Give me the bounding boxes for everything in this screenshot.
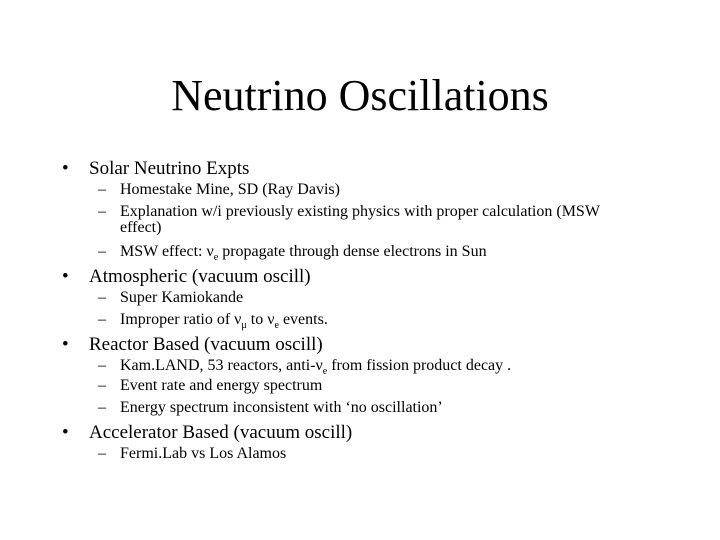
dash-glyph: – <box>98 399 106 416</box>
dash-glyph: – <box>98 243 106 260</box>
bullet-label: Accelerator Based (vacuum oscill) <box>89 422 353 443</box>
subscript: μ <box>241 320 247 332</box>
dash-glyph: – <box>98 445 106 462</box>
sub-item-label-pre: Kam.LAND, 53 reactors, anti-ν <box>120 357 323 374</box>
dash-glyph: – <box>98 357 106 374</box>
sub-item <box>98 357 512 378</box>
sub-item-label-post: from fission product decay . <box>327 357 512 374</box>
sub-item <box>98 181 340 199</box>
sub-item-label: Explanation w/i previously existing physics with proper calculation (MSW <box>120 203 600 220</box>
sub-item-label: Super Kamiokande <box>120 289 244 306</box>
sub-item-label: Homestake Mine, SD (Ray Davis) <box>120 181 340 198</box>
bullet-glyph: • <box>62 334 69 355</box>
bullet-reactor <box>62 333 323 357</box>
subscript: e <box>213 252 219 264</box>
slide-title: Neutrino Oscillations <box>171 71 549 120</box>
sub-item-continuation: effect) <box>120 219 162 236</box>
sub-item <box>98 377 322 395</box>
bullet-solar <box>62 157 249 181</box>
dash-glyph: – <box>98 203 106 220</box>
dash-glyph: – <box>98 377 106 394</box>
bullet-atmospheric <box>62 265 311 289</box>
bullet-label: Atmospheric (vacuum oscill) <box>89 266 311 287</box>
subscript: e <box>322 366 328 378</box>
sub-item-label-post: events. <box>278 311 328 328</box>
sub-item-label-pre: MSW effect: ν <box>120 243 214 260</box>
bullet-glyph: • <box>62 422 69 443</box>
bullet-accelerator <box>62 421 352 445</box>
sub-item <box>98 203 618 235</box>
sub-item <box>98 311 328 332</box>
sub-item-label-post: propagate through dense electrons in Sun <box>218 243 487 260</box>
dash-glyph: – <box>98 289 106 306</box>
sub-item-label: Event rate and energy spectrum <box>120 377 323 394</box>
sub-item-label-mid: to ν <box>246 311 275 328</box>
sub-item <box>98 243 487 264</box>
dash-glyph: – <box>98 181 106 198</box>
bullet-glyph: • <box>62 158 69 179</box>
sub-item <box>98 399 443 417</box>
sub-item-label: Energy spectrum inconsistent with ‘no oscillation’ <box>120 399 443 416</box>
sub-item <box>98 445 286 463</box>
bullet-label: Reactor Based (vacuum oscill) <box>89 334 323 355</box>
sub-item <box>98 289 243 307</box>
sub-item-label: Fermi.Lab vs Los Alamos <box>120 445 287 462</box>
bullet-label: Solar Neutrino Expts <box>89 158 250 179</box>
dash-glyph: – <box>98 311 106 328</box>
subscript: e <box>274 320 279 332</box>
bullet-glyph: • <box>62 266 69 287</box>
sub-item-label-pre: Improper ratio of ν <box>120 311 242 328</box>
